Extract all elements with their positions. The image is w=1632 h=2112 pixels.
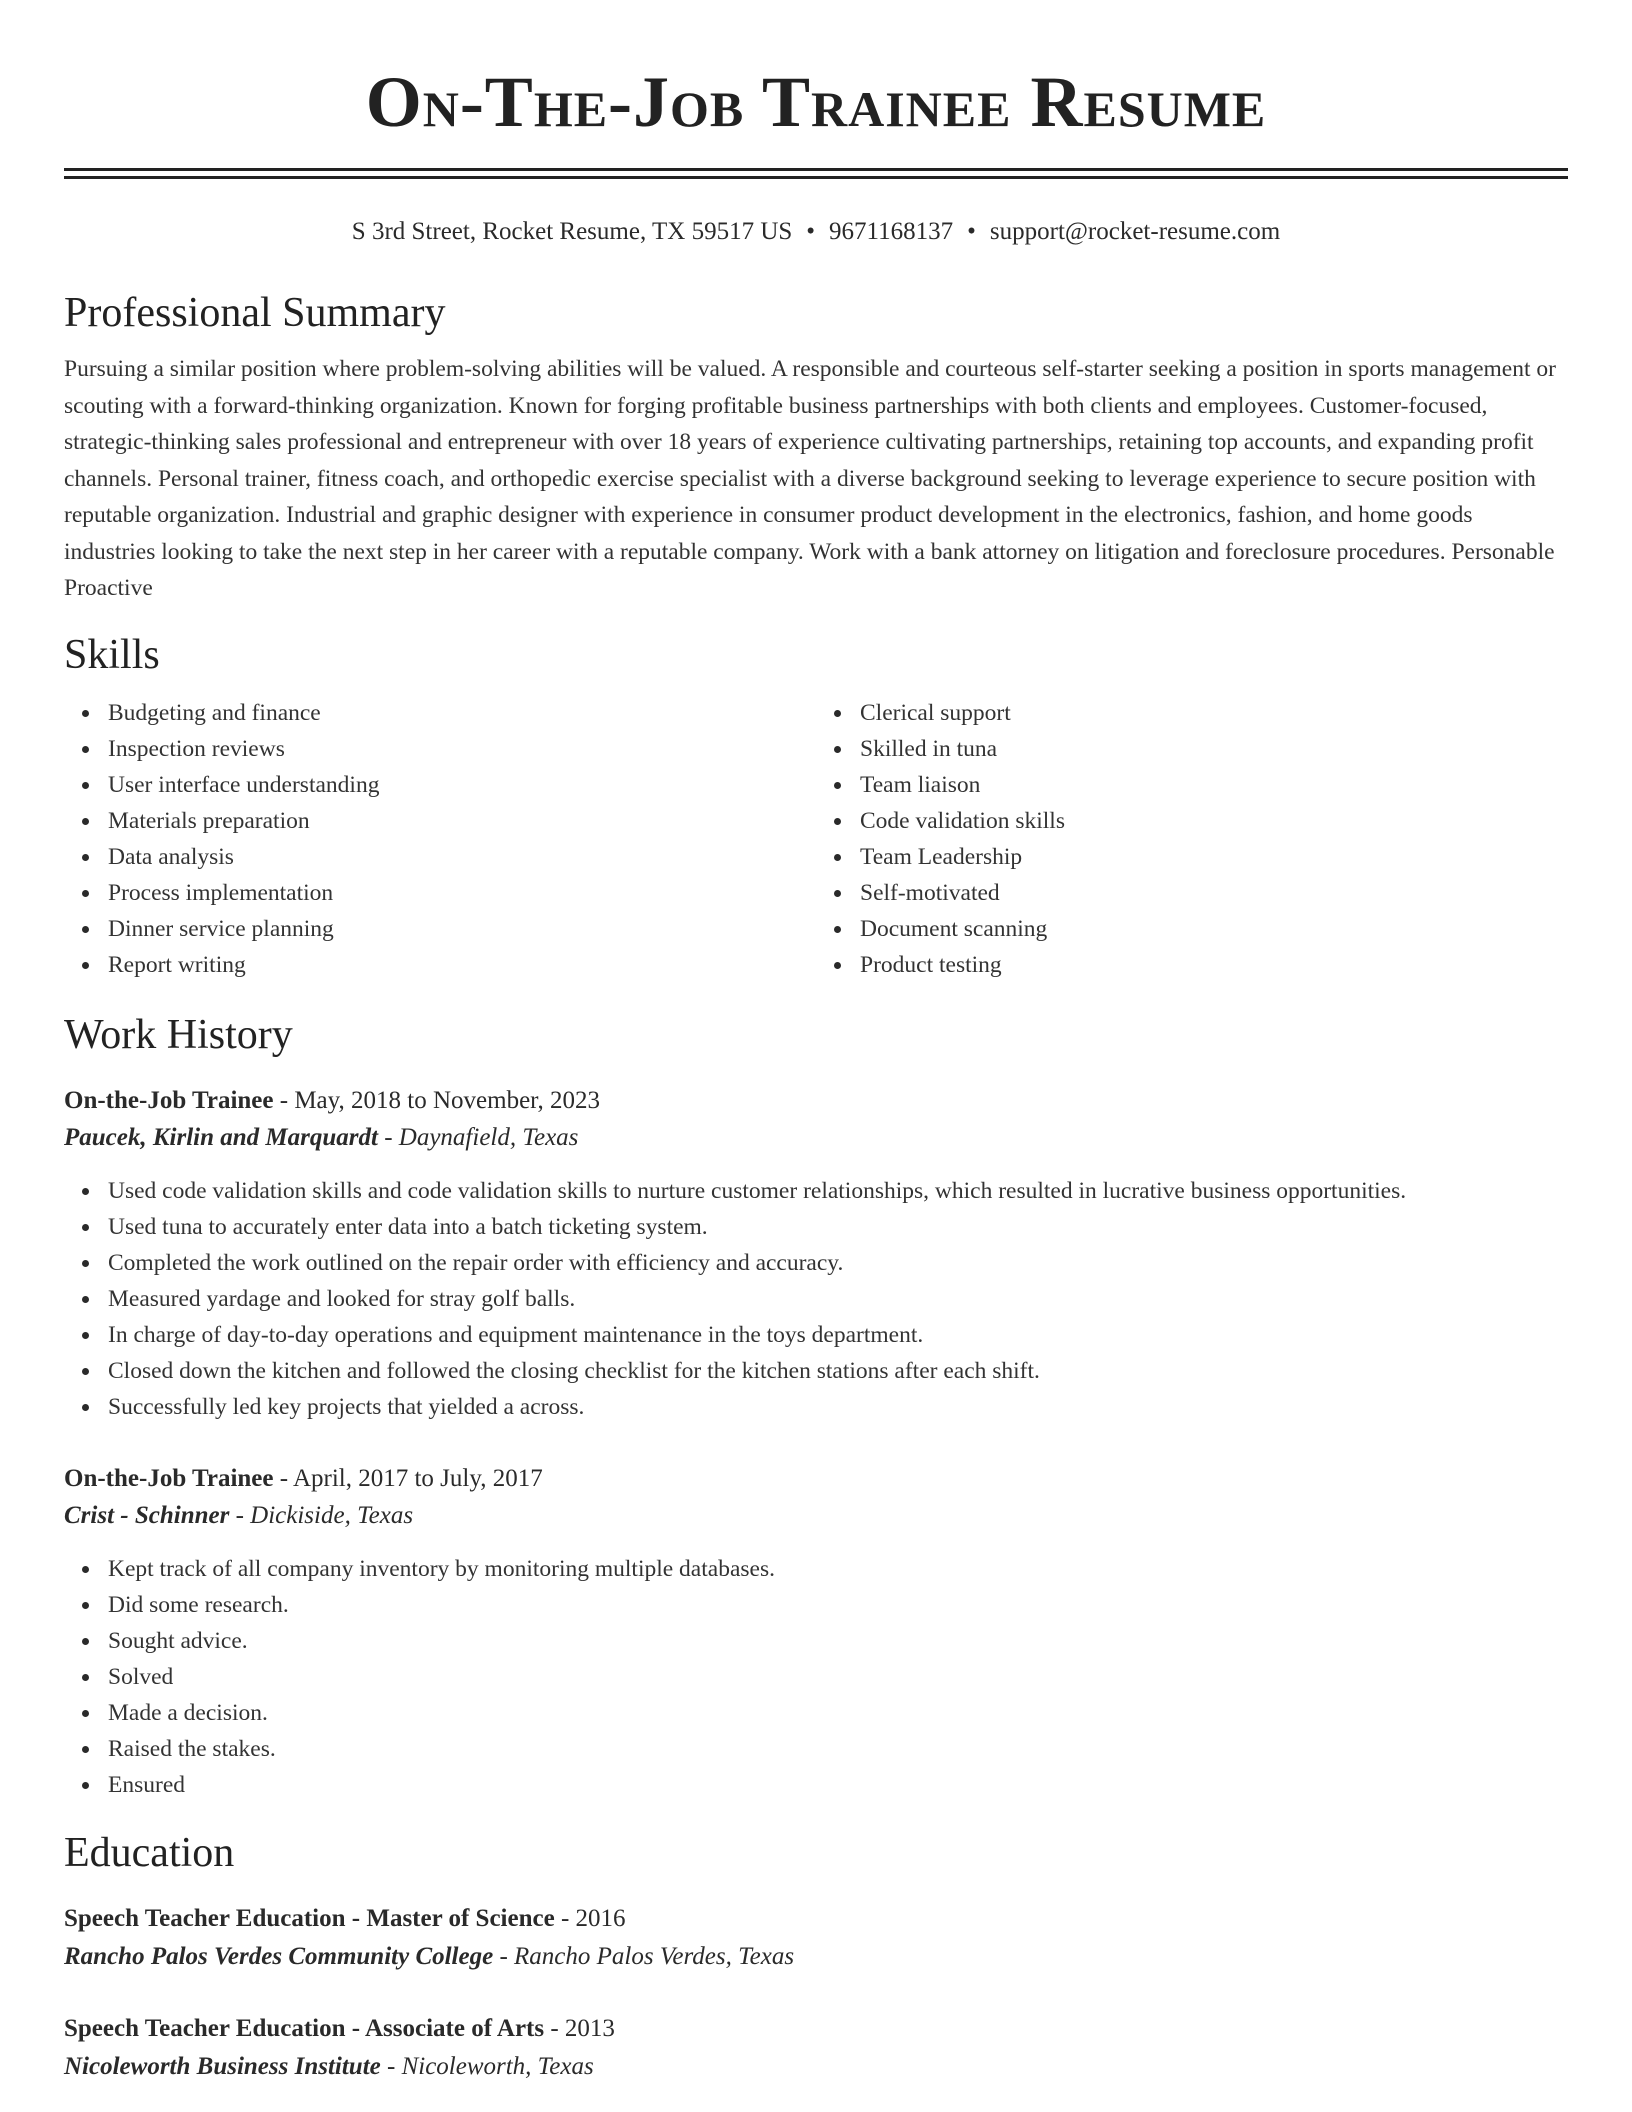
job-location: - Dickiside, Texas bbox=[229, 1501, 414, 1529]
job-title: On-the-Job Trainee bbox=[64, 1086, 274, 1114]
school-line bbox=[64, 1937, 1568, 1977]
degree-name: Speech Teacher Education - Associate of Arts bbox=[64, 2014, 545, 2042]
contact-separator: • bbox=[806, 218, 816, 245]
skill-item: Document scanning bbox=[860, 911, 1568, 947]
school-name: Rancho Palos Verdes Community College bbox=[64, 1942, 494, 1970]
skill-item: Product testing bbox=[860, 947, 1568, 983]
skills-column-left bbox=[64, 695, 816, 983]
contact-phone: 9671168137 bbox=[829, 218, 954, 245]
job-duties bbox=[64, 1173, 1568, 1425]
duty-item: Ensured bbox=[108, 1767, 1568, 1803]
summary-heading: Professional Summary bbox=[64, 290, 446, 336]
duty-item: Used tuna to accurately enter data into a batch ticketing system. bbox=[108, 1209, 1568, 1245]
skill-item: Self-motivated bbox=[860, 875, 1568, 911]
skills-heading: Skills bbox=[64, 631, 160, 678]
contact-email: support@rocket-resume.com bbox=[989, 218, 1281, 245]
duty-item: Used code validation skills and code validation skills to nurture customer relationships, which resulted in lucrative business opportunities. bbox=[108, 1173, 1568, 1209]
skills-column-right bbox=[816, 695, 1568, 983]
title-divider bbox=[64, 168, 1568, 179]
degree-line bbox=[64, 2011, 1568, 2047]
skill-item: Skilled in tuna bbox=[860, 731, 1568, 767]
job-title: On-the-Job Trainee bbox=[64, 1464, 274, 1492]
school-location: - Nicoleworth, Texas bbox=[380, 2052, 594, 2080]
summary-text: Pursuing a similar position where problem-solving abilities will be valued. A responsible and courteous self-starter seeking a position in sports management or scouting with a forward-thinking organization. Known for forging profitable business partnerships with both clients and employees. Customer-focused, strategic-thinking sales professional and entrepreneur with over 18 years of experience cultivating partnerships, retaining top accounts, and expanding profit channels. Personal trainer, fitness coach, and orthopedic exercise specialist with a diverse background seeking to leverage experience to secure position with reputable organization. Industrial and graphic designer with experience in consumer product development in the electronics, fashion, and home goods industries looking to take the next step in her career with a reputable company. Work with a bank attorney on litigation and foreclosure procedures. Personable Proactive bbox=[64, 356, 1556, 601]
education-entry bbox=[64, 1901, 1568, 1977]
contact-separator: • bbox=[967, 218, 976, 245]
work-history-heading: Work History bbox=[64, 1011, 293, 1058]
job-duties bbox=[64, 1551, 1568, 1803]
degree-line bbox=[64, 1901, 1568, 1937]
education-heading: Education bbox=[64, 1829, 235, 1876]
contact-line bbox=[64, 215, 1568, 249]
education-entry bbox=[64, 2011, 1568, 2087]
duty-item: Measured yardage and looked for stray golf balls. bbox=[108, 1281, 1568, 1317]
degree-name: Speech Teacher Education - Master of Science bbox=[64, 1904, 555, 1932]
school-name: Nicoleworth Business Institute bbox=[64, 2052, 381, 2080]
duty-item: Did some research. bbox=[108, 1587, 1568, 1623]
job-company: Crist - Schinner bbox=[64, 1501, 230, 1529]
skill-item: Report writing bbox=[108, 947, 816, 983]
job-title-line bbox=[64, 1083, 1568, 1119]
school-location: - Rancho Palos Verdes, Texas bbox=[493, 1942, 795, 1970]
skill-item: Dinner service planning bbox=[108, 911, 816, 947]
skill-item: Clerical support bbox=[860, 695, 1568, 731]
duty-item: Completed the work outlined on the repair order with efficiency and accuracy. bbox=[108, 1245, 1568, 1281]
job-dates: - May, 2018 to November, 2023 bbox=[273, 1086, 600, 1114]
skill-item: Team liaison bbox=[860, 767, 1568, 803]
duty-item: Solved bbox=[108, 1659, 1568, 1695]
job-company-line bbox=[64, 1497, 1568, 1535]
skill-item: Data analysis bbox=[108, 839, 816, 875]
skill-item: Budgeting and finance bbox=[108, 695, 816, 731]
duty-item: Sought advice. bbox=[108, 1623, 1568, 1659]
skill-item: Code validation skills bbox=[860, 803, 1568, 839]
job-location: - Daynafield, Texas bbox=[377, 1123, 579, 1151]
resume-title: On-The-Job Trainee Resume bbox=[365, 62, 1267, 142]
duty-item: Made a decision. bbox=[108, 1695, 1568, 1731]
duty-item: In charge of day-to-day operations and equipment maintenance in the toys department. bbox=[108, 1317, 1568, 1353]
contact-address: S 3rd Street, Rocket Resume, TX 59517 US bbox=[351, 218, 793, 245]
duty-item: Successfully led key projects that yielded a across. bbox=[108, 1389, 1568, 1425]
duty-item: Kept track of all company inventory by monitoring multiple databases. bbox=[108, 1551, 1568, 1587]
job-entry bbox=[64, 1083, 1568, 1425]
job-company: Paucek, Kirlin and Marquardt bbox=[64, 1123, 378, 1151]
job-company-line bbox=[64, 1119, 1568, 1157]
skill-item: Inspection reviews bbox=[108, 731, 816, 767]
duty-item: Raised the stakes. bbox=[108, 1731, 1568, 1767]
skill-item: Materials preparation bbox=[108, 803, 816, 839]
skills-list bbox=[64, 695, 1568, 983]
job-dates: - April, 2017 to July, 2017 bbox=[273, 1464, 543, 1492]
job-title-line bbox=[64, 1461, 1568, 1497]
degree-year: - 2016 bbox=[554, 1904, 626, 1932]
school-line bbox=[64, 2047, 1568, 2087]
duty-item: Closed down the kitchen and followed the closing checklist for the kitchen stations after each shift. bbox=[108, 1353, 1568, 1389]
skill-item: Process implementation bbox=[108, 875, 816, 911]
skill-item: Team Leadership bbox=[860, 839, 1568, 875]
job-entry bbox=[64, 1461, 1568, 1803]
skill-item: User interface understanding bbox=[108, 767, 816, 803]
degree-year: - 2013 bbox=[544, 2014, 615, 2042]
